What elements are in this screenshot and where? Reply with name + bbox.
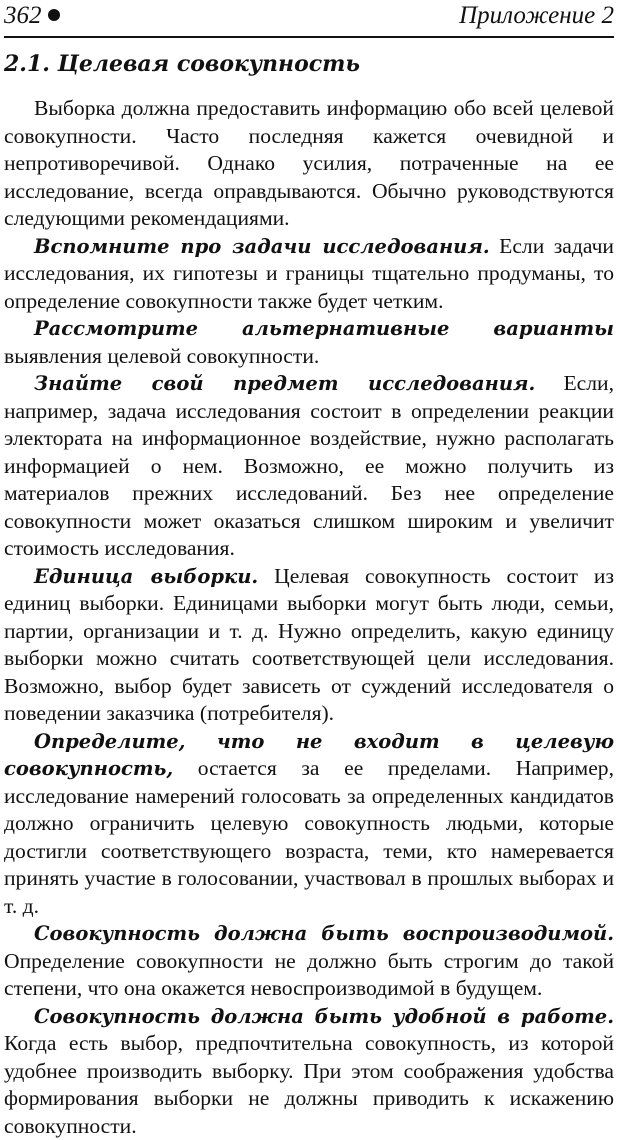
page-number-group — [4, 0, 60, 32]
paragraph-intro — [4, 95, 614, 233]
page-number: 362 — [4, 2, 42, 29]
paragraph-text: Целевая совокупность состоит из единиц выборки. Единицами выборки могут быть люди, семьи, партии, организации и т. д. Нужно определить, какую единицу выборки можно считать соответствующей цели исследования. Возможно, выбор будет зависеть от суждений исследователя о поведении заказчика (потребителя). — [4, 564, 614, 726]
paragraph-convenient — [4, 1003, 614, 1140]
bullet-icon — [48, 9, 60, 21]
header-rule — [4, 36, 614, 38]
paragraph-text: выявления целевой совокупности. — [4, 344, 319, 368]
paragraph-lead: Вспомните про задачи исследования. — [34, 235, 490, 258]
paragraph-text: остается за ее пределами. Например, исследование намерений голосовать за определенных кандидатов должно ограничить целевую совокупность людьми, которые достигли соответствующего возраста, теми, кто намеревается принять участие в голосовании, участвовал в прошлых выборах и т. д. — [4, 756, 614, 918]
paragraph-text: Когда есть выбор, предпочтительна совокупность, из которой удобнее производить выборку. При этом соображения удобства формирования выборки не должны приводить к искажению совокупности. — [4, 1031, 614, 1138]
paragraph-lead: Совокупность должна быть удобной в работе. — [34, 1005, 614, 1028]
paragraph-lead: Определите, что не входит в целевую совокупность, — [4, 730, 614, 781]
paragraph-reproducible — [4, 920, 614, 1003]
body-text — [4, 95, 614, 1140]
paragraph-lead: Знайте свой предмет исследования. — [34, 372, 535, 395]
paragraph-subject — [4, 370, 614, 563]
paragraph-lead: Рассмотрите альтернативные варианты — [34, 317, 614, 340]
paragraph-text: Определение совокупности не должно быть строгим до такой степени, что она окажется невоспроизводимой в будущем. — [4, 949, 614, 1001]
paragraph-lead: Единица выборки. — [34, 565, 258, 588]
paragraph-lead: Совокупность должна быть воспроизводимой. — [34, 922, 614, 945]
paragraph-alternatives — [4, 315, 614, 370]
section-title: 2.1. Целевая совокупность — [4, 50, 614, 78]
paragraph-tasks — [4, 233, 614, 316]
running-header — [4, 0, 614, 34]
paragraph-text: Если, например, задача исследования состоит в определении реакции электората на информационное воздействие, нужно располагать информацией о нем. Возможно, ее можно получить из материалов прежних исследований. Без нее определение совокупности может оказаться слишком широким и увеличит стоимость исследования. — [4, 371, 614, 560]
paragraph-exclusions — [4, 728, 614, 921]
paragraph-text: Если задачи исследования, их гипотезы и границы тщательно продуманы, то определение совокупности также будет четким. — [4, 234, 614, 313]
paragraph-text: Выборка должна предоставить информацию обо всей целевой совокупности. Часто последняя кажется очевидной и непротиворечивой. Однако усилия, потраченные на ее исследование, всегда оправдываются. Обычно руководствуются следующими рекомендациями. — [4, 96, 614, 230]
running-title: Приложение 2 — [459, 0, 614, 32]
paragraph-sample-unit — [4, 563, 614, 728]
